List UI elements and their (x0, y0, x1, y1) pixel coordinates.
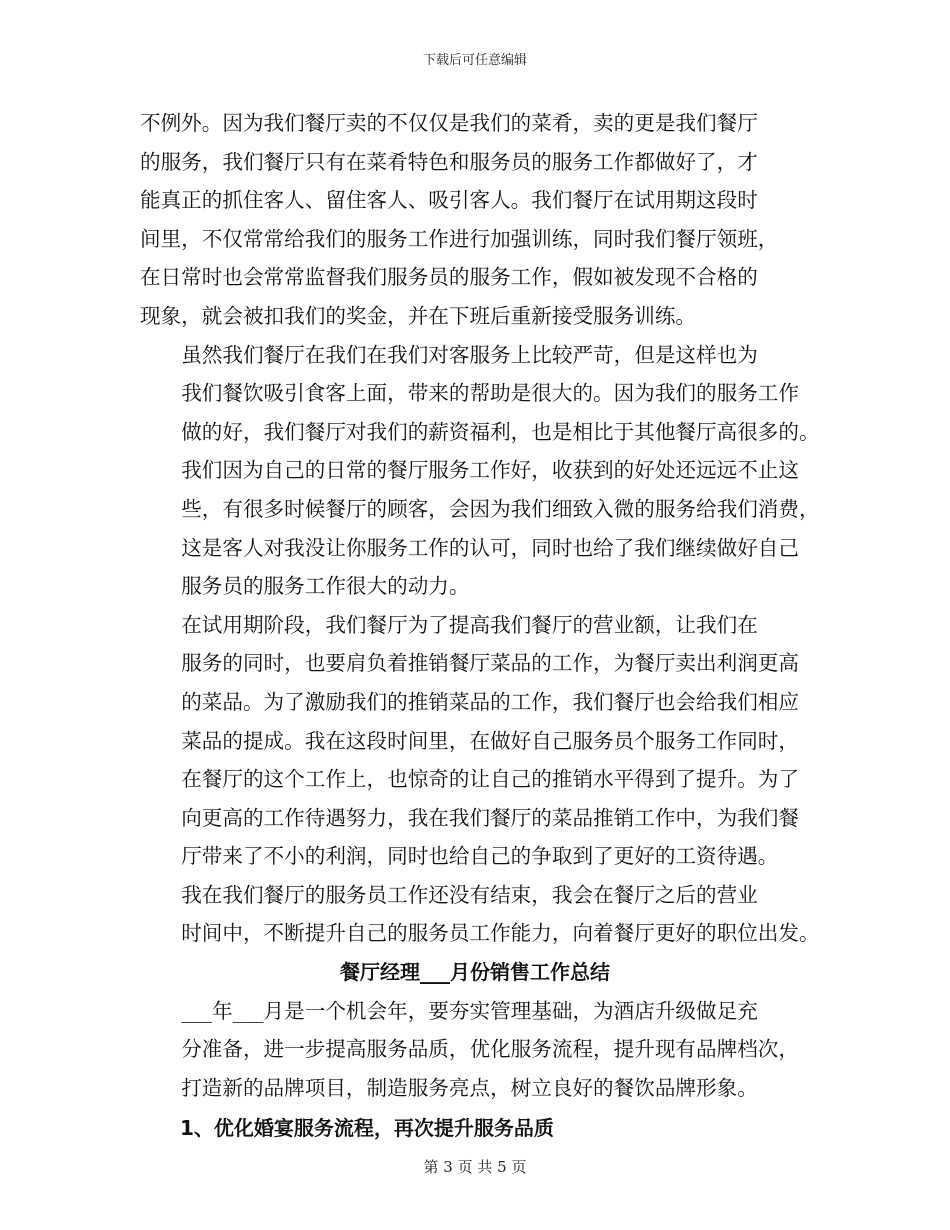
text-line: 的服务，我们餐厅只有在菜肴特色和服务员的服务工作都做好了，才 (140, 149, 758, 174)
text-line: 间里，不仅常常给我们的服务工作进行加强训练，同时我们餐厅领班， (140, 226, 779, 251)
paragraph-future-goal (140, 876, 820, 953)
text-line: 我们餐饮吸引食客上面，带来的帮助是很大的。因为我们的服务工作 (181, 381, 799, 406)
text-line: 服务员的服务工作很大的动力。 (181, 574, 470, 599)
text-line: 现象，就会被扣我们的奖金，并在下班后重新接受服务训练。 (140, 303, 697, 328)
text-line: 服务的同时，也要肩负着推销餐厅菜品的工作，为餐厅卖出利润更高 (181, 651, 799, 676)
text-line: 时间中，不断提升自己的服务员工作能力，向着餐厅更好的职位出发。 (181, 921, 820, 946)
text-line: 分准备，进一步提高服务品质，优化服务流程，提升现有品牌档次， (181, 1037, 799, 1062)
text-line: 的菜品。为了激励我们的推销菜品的工作，我们餐厅也会给我们相应 (181, 689, 799, 714)
sub-heading: 1、优化婚宴服务流程，再次提升服务品质 (180, 1116, 554, 1141)
page-header: 下载后可任意编辑 (422, 53, 527, 68)
paragraph-strict-service (140, 336, 820, 606)
text-line: 打造新的品牌项目，制造服务亮点，树立良好的餐饮品牌形象。 (181, 1075, 758, 1100)
text-line: 我在我们餐厅的服务员工作还没有结束，我会在餐厅之后的营业 (181, 882, 758, 907)
text-line: 在餐厅的这个工作上，也惊奇的让自己的推销水平得到了提升。为了 (181, 767, 799, 792)
text-line: 能真正的抓住客人、留住客人、吸引客人。我们餐厅在试用期这段时 (140, 188, 758, 213)
text-line: 不例外。因为我们餐厅卖的不仅仅是我们的菜肴，卖的更是我们餐厅 (140, 111, 758, 135)
text-line: 些，有很多时候餐厅的顾客，会因为我们细致入微的服务给我们消费， (181, 496, 820, 521)
paragraph-sales-promotion (140, 606, 810, 876)
text-line: 这是客人对我没让你服务工作的认可，同时也给了我们继续做好自己 (181, 535, 799, 560)
page-footer: 第 3 页 共 5 页 (423, 1158, 527, 1176)
text-line: 在日常时也会常常监督我们服务员的服务工作，假如被发现不合格的 (140, 265, 758, 290)
text-line: 向更高的工作待遇努力，我在我们餐厅的菜品推销工作中，为我们餐 (181, 805, 799, 830)
text-line: 在试用期阶段，我们餐厅为了提高我们餐厅的营业额，让我们在 (181, 612, 758, 637)
text-line: 菜品的提成。我在这段时间里，在做好自己服务员个服务工作同时， (181, 728, 799, 753)
section-title: 餐厅经理___月份销售工作总结 (340, 960, 610, 985)
text-line: 做的好，我们餐厅对我们的薪资福利，也是相比于其他餐厅高很多的。 (181, 419, 820, 444)
paragraph-intro (140, 992, 810, 1108)
paragraph-continued-service (140, 104, 810, 336)
text-line: ___年___月是一个机会年，要夯实管理基础，为酒店升级做足充 (181, 998, 758, 1023)
document-body (140, 104, 820, 1149)
text-line: 我们因为自己的日常的餐厅服务工作好，收获到的好处还远远不止这 (181, 458, 799, 483)
text-line: 虽然我们餐厅在我们在我们对客服务上比较严苛，但是这样也为 (181, 342, 758, 367)
text-line: 厅带来了不小的利润，同时也给自己的争取到了更好的工资待遇。 (181, 844, 779, 869)
